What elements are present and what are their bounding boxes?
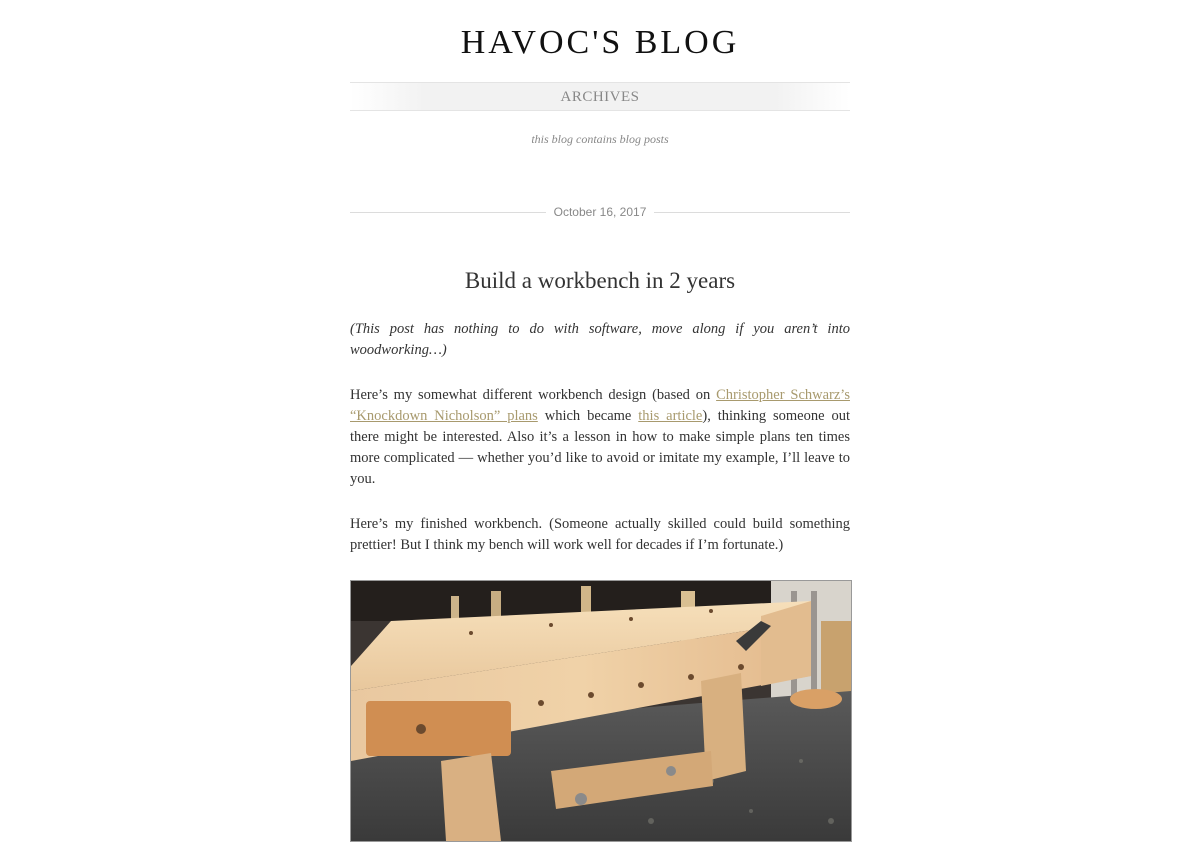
post-title-link[interactable]: Build a workbench in 2 years: [464, 268, 736, 293]
paragraph-text: which became: [537, 408, 639, 424]
paragraph-text: Here’s my somewhat different workbench design (based on: [350, 387, 717, 403]
workbench-image: [351, 581, 851, 841]
divider-line-left: [350, 212, 546, 213]
page: [350, 0, 850, 842]
workbench-photo[interactable]: [350, 580, 852, 842]
link-this-article[interactable]: this article: [638, 408, 703, 424]
post-date-divider: [350, 202, 850, 222]
nav-bar: [350, 82, 850, 111]
paragraph-text: ), thinking someone out there might be interested. Also it’s a lesson in how to make simple plans ten times more complicated — whether you’d like to avoid or imitate my example, I’ll leave to you.: [350, 408, 850, 487]
site-tagline: this blog contains blog posts: [531, 132, 669, 146]
post-intro: (This post has nothing to do with software, move along if you aren’t into woodworking…): [350, 321, 850, 358]
post-title: [350, 266, 850, 296]
post-paragraph: [350, 385, 850, 490]
post-paragraph: Here’s my finished workbench. (Someone actually skilled could build something prettier! But I think my bench will work well for decades if I’m fortunate.): [350, 516, 850, 553]
site-title-link[interactable]: HAVOC'S BLOG: [460, 24, 740, 61]
site-title: [350, 0, 850, 82]
divider-line-right: [654, 212, 850, 213]
post-content: [350, 319, 850, 842]
link-knockdown-nicholson[interactable]: Christopher Schwarz’s “Knockdown Nicholson” plans: [350, 387, 850, 424]
nav-item-archives[interactable]: ARCHIVES: [560, 89, 640, 105]
post-date: October 16, 2017: [553, 205, 647, 219]
